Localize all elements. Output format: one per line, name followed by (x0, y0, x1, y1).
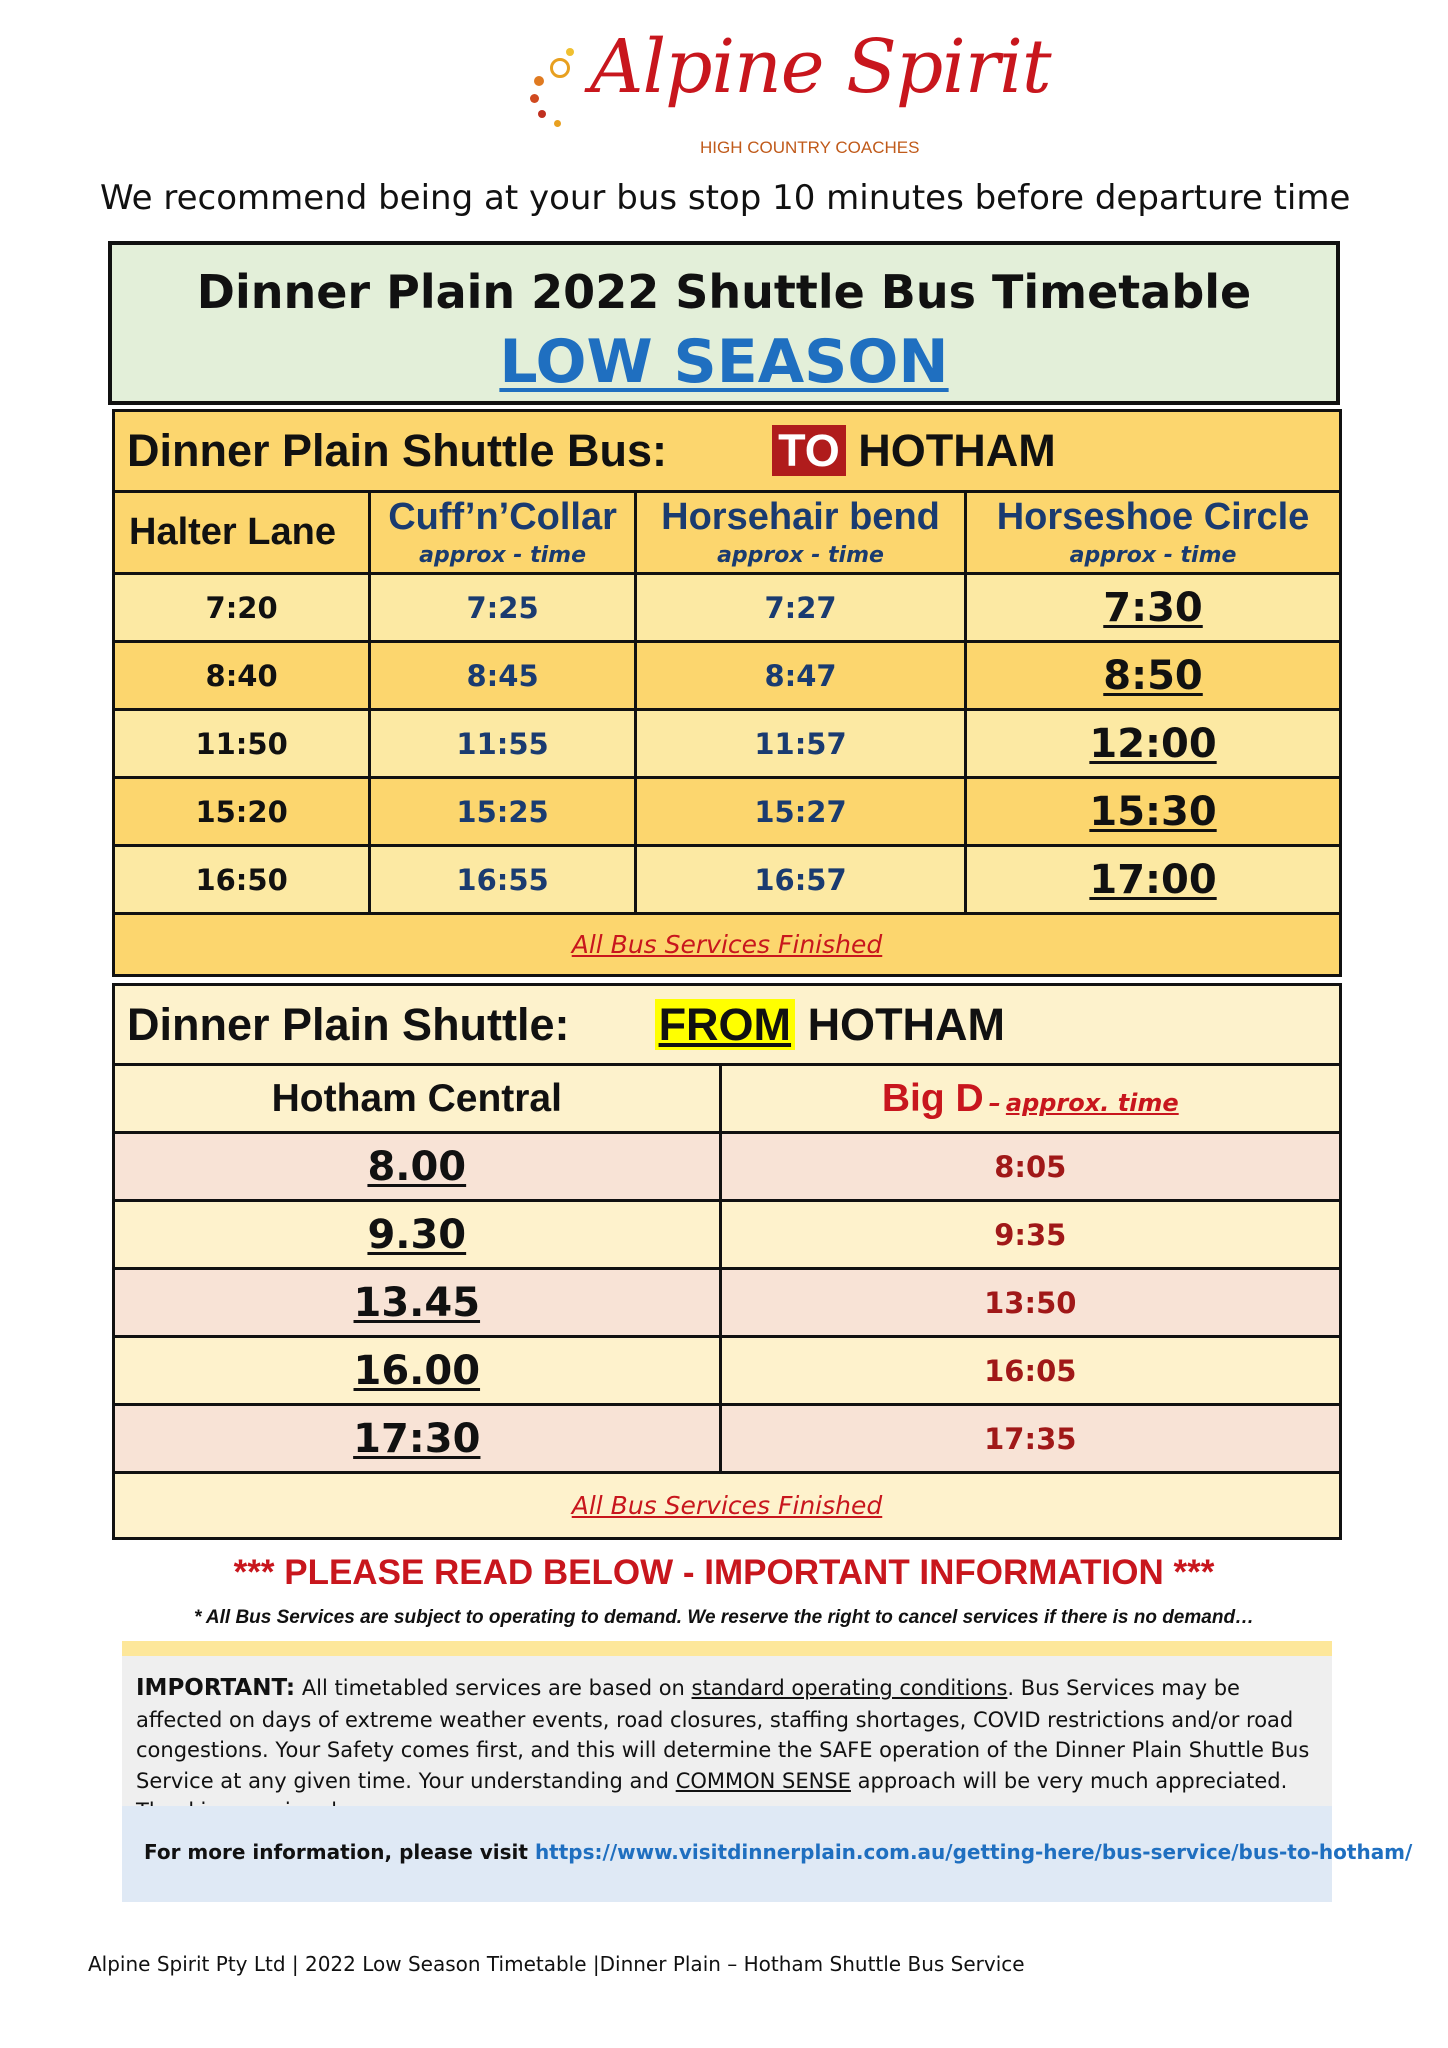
col-header-big-d (720, 1065, 1340, 1133)
page-footer: Alpine Spirit Pty Ltd | 2022 Low Season Timetable |Dinner Plain – Hotham Shuttle Bus Service (88, 1952, 1025, 1976)
time-cell: 13:50 (720, 1269, 1340, 1337)
col-name: Horsehair bend (661, 496, 940, 538)
table-row (114, 710, 1341, 778)
important-text-3: approach will be very much appreciated. (857, 1768, 1288, 1793)
time-cell: 16.00 (114, 1337, 721, 1405)
big-d-label: Big D (881, 1076, 984, 1120)
time-cell: 8:47 (635, 642, 965, 710)
time-cell: 8:05 (720, 1133, 1340, 1201)
important-text-1: All timetabled services are based on (301, 1676, 685, 1700)
big-d-note: approx. time (1005, 1088, 1179, 1117)
col-note: approx - time (419, 542, 586, 568)
important-notice-heading: *** PLEASE READ BELOW - IMPORTANT INFORMATION *** (233, 1553, 1215, 1592)
brand-subtitle: HIGH COUNTRY COACHES (700, 138, 920, 157)
from-hotham-table (112, 983, 1342, 1540)
col-header-horsehair-bend (635, 492, 965, 574)
table-row (114, 1133, 1341, 1201)
col-header-horseshoe-circle (966, 492, 1341, 574)
brand-name: Alpine Spirit (590, 24, 1051, 110)
recommend-text: We recommend being at your bus stop 10 minutes before departure time (100, 178, 1351, 218)
to-hotham-table (112, 409, 1342, 977)
time-cell: 15:25 (370, 778, 636, 846)
finished-row (114, 914, 1341, 976)
col-header-hotham-central: Hotham Central (114, 1065, 721, 1133)
time-cell: 8.00 (114, 1133, 721, 1201)
from-highlight: FROM (655, 999, 795, 1050)
time-cell: 7:20 (114, 574, 370, 642)
time-cell: 8:45 (370, 642, 636, 710)
table-row (114, 778, 1341, 846)
time-cell: 7:27 (635, 574, 965, 642)
time-cell: 17:30 (114, 1405, 721, 1473)
important-text-2: . Bus Services may be affected on days of extreme weather events, road closures, staffing shortages, COVID restrictions and/or road congestions. Your Safety comes first, and this will determine the SAFE operation of the Dinner Plain Shuttle Bus Service at any given time. Your understanding and (136, 1676, 1310, 1793)
time-cell: 9.30 (114, 1201, 721, 1269)
time-cell: 15:20 (114, 778, 370, 846)
from-heading-suffix: HOTHAM (807, 998, 1006, 1050)
col-header-cuff-n-collar (370, 492, 636, 574)
time-cell: 9:35 (720, 1201, 1340, 1269)
more-info-link[interactable]: https://www.visitdinnerplain.com.au/getting-here/bus-service/bus-to-hotham/ (534, 1840, 1413, 1864)
table-row (114, 1405, 1341, 1473)
important-info-box (122, 1656, 1332, 1806)
table-row (114, 1201, 1341, 1269)
time-cell: 17:35 (720, 1405, 1340, 1473)
page-title: Dinner Plain 2022 Shuttle Bus Timetable (196, 265, 1252, 319)
col-name: Halter Lane (129, 510, 336, 553)
big-d-dash: – (988, 1088, 1001, 1117)
more-info-box (122, 1806, 1413, 1902)
time-cell: 8:50 (966, 642, 1341, 710)
time-cell: 16:05 (720, 1337, 1340, 1405)
table-row (114, 846, 1341, 914)
to-highlight: TO (772, 425, 846, 476)
more-info-label: For more information, please visit (144, 1840, 528, 1864)
time-cell: 7:30 (966, 574, 1341, 642)
table-row (114, 574, 1341, 642)
col-note: approx - time (717, 542, 884, 568)
to-hotham-heading (114, 411, 1341, 492)
finished-text: All Bus Services Finished (571, 1491, 883, 1520)
title-box (108, 241, 1340, 405)
to-heading-suffix: HOTHAM (858, 425, 1056, 476)
time-cell: 16:50 (114, 846, 370, 914)
important-label: IMPORTANT: (136, 1675, 296, 1701)
time-cell: 16:55 (370, 846, 636, 914)
finished-row (114, 1473, 1341, 1539)
important-underline-1: standard operating conditions (691, 1676, 1008, 1700)
time-cell: 11:55 (370, 710, 636, 778)
table-row (114, 1269, 1341, 1337)
time-cell: 13.45 (114, 1269, 721, 1337)
from-hotham-heading (114, 985, 1341, 1065)
finished-text: All Bus Services Finished (571, 930, 883, 959)
table-row (114, 1337, 1341, 1405)
time-cell: 11:57 (635, 710, 965, 778)
time-cell: 17:00 (966, 846, 1341, 914)
to-heading-prefix: Dinner Plain Shuttle Bus: (127, 425, 668, 476)
from-heading-prefix: Dinner Plain Shuttle: (127, 998, 570, 1050)
time-cell: 15:30 (966, 778, 1341, 846)
time-cell: 15:27 (635, 778, 965, 846)
time-cell: 7:25 (370, 574, 636, 642)
brand-logo (520, 18, 1051, 168)
season-title: LOW SEASON (499, 327, 949, 397)
demand-disclaimer: * All Bus Services are subject to operating to demand. We reserve the right to cancel services if there is no demand… (193, 1607, 1255, 1628)
col-note: approx - time (1069, 542, 1237, 568)
col-name: Horseshoe Circle (996, 496, 1310, 538)
divider (122, 1641, 1332, 1656)
time-cell: 12:00 (966, 710, 1341, 778)
important-underline-2: COMMON SENSE (675, 1768, 851, 1793)
table-row (114, 642, 1341, 710)
time-cell: 11:50 (114, 710, 370, 778)
col-header-halter-lane (114, 492, 370, 574)
time-cell: 16:57 (635, 846, 965, 914)
time-cell: 8:40 (114, 642, 370, 710)
col-name: Cuff’n’Collar (388, 496, 617, 538)
